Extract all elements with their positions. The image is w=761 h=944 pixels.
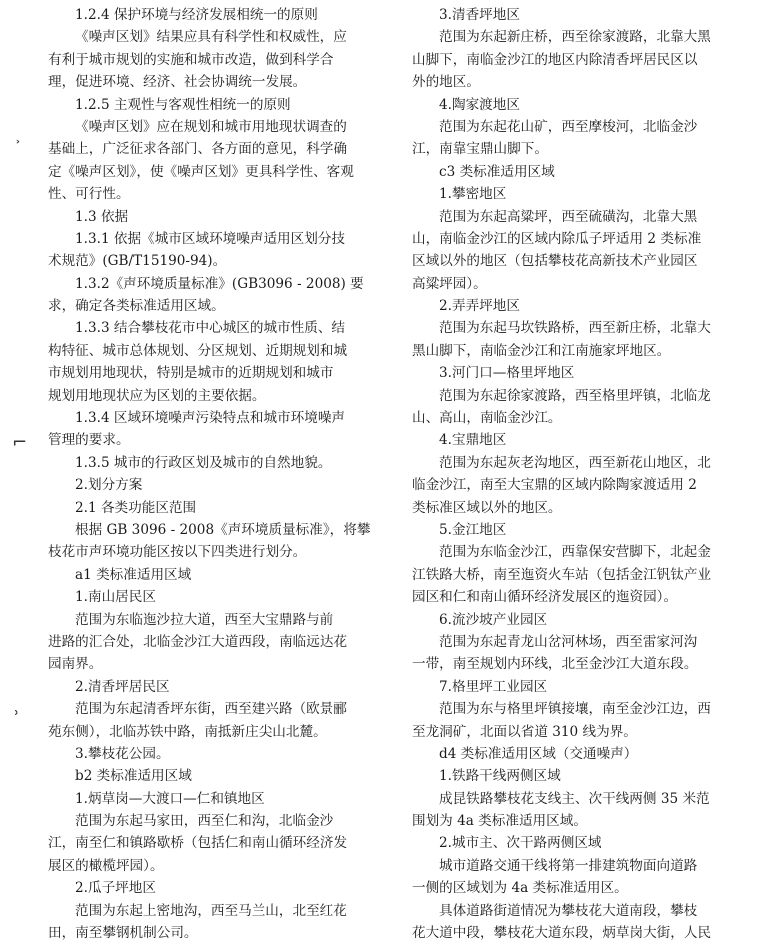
- text-line: 6.流沙坡产业园区: [439, 611, 548, 628]
- text-line: 范围为东起灰老沟地区，西至新花山地区，北: [439, 454, 711, 471]
- text-line: 园南界。: [48, 656, 103, 673]
- text-line: 枝花市声环境功能区按以下四类进行划分。: [48, 544, 307, 561]
- text-line: 构特征、城市总体规划、分区规划、近期规划和城: [48, 342, 348, 359]
- margin-mark-3: ʾ: [14, 708, 20, 729]
- text-line: 3.清香坪地区: [439, 7, 520, 23]
- text-line: 成昆铁路攀枝花支线主、次干线两侧 35 米范: [439, 790, 710, 807]
- text-line: 类标准区域以外的地区。: [412, 499, 562, 516]
- text-line: 黑山脚下，南临金沙江和江南施家坪地区。: [412, 342, 671, 359]
- text-line: 范围为东起花山矿，西至摩梭河，北临金沙: [439, 118, 698, 135]
- text-line: 术规范》(GB/T15190-94)。: [48, 253, 227, 270]
- text-line: b2 类标准适用区域: [75, 768, 192, 785]
- text-line: 4.宝鼎地区: [439, 432, 507, 449]
- text-line: 2.弄弄坪地区: [439, 298, 520, 315]
- text-line: 范围为东起青龙山岔河林场，西至雷家河沟: [439, 633, 698, 650]
- text-line: 1.2.4 保护环境与经济发展相统一的原则: [75, 7, 318, 23]
- text-line: 4.陶家渡地区: [439, 96, 520, 113]
- text-line: 1.攀密地区: [439, 186, 507, 203]
- text-line: 有利于城市规划的实施和城市改造，做到科学合: [48, 51, 334, 68]
- text-line: 1.3.3 结合攀枝花市中心城区的城市性质、结: [75, 320, 346, 337]
- text-line: 山脚下，南临金沙江的地区内除清香坪居民区以: [412, 51, 698, 68]
- text-line: 1.炳草岗—大渡口—仁和镇地区: [75, 790, 265, 807]
- text-line: 1.3 依据: [75, 208, 129, 225]
- text-line: 根据 GB 3096 - 2008《声环境质量标准》，将攀: [75, 521, 371, 538]
- text-line: 理，促进环境、经济、社会协调统一发展。: [48, 74, 307, 91]
- text-line: 范围为东起徐家渡路，西至格里坪镇，北临龙: [439, 387, 711, 404]
- text-line: 1.3.2《声环境质量标准》(GB3096 - 2008) 要: [75, 275, 364, 292]
- text-line: 山，南临金沙江的区域内除瓜子坪适用 2 类标准: [412, 230, 702, 247]
- text-line: 求，确定各类标准适用区域。: [48, 298, 225, 315]
- text-line: 范围为东起上密地沟，西至马兰山，北至红花: [75, 902, 347, 919]
- text-line: 围划为 4a 类标准适用区域。: [412, 813, 587, 830]
- text-line: 市规划用地现状，特别是城市的近期规划和城市: [48, 365, 334, 382]
- text-line: 范围为东与格里坪镇接壤，南至金沙江边，西: [439, 701, 711, 718]
- text-line: 性、可行性。: [48, 186, 130, 203]
- text-line: 进路的汇合处，北临金沙江大道西段，南临远达花: [48, 633, 348, 650]
- text-line: a1 类标准适用区域: [75, 566, 192, 583]
- text-line: 花大道中段，攀枝花大道东段，炳草岗大街，人民: [412, 925, 712, 942]
- text-line: 基础上，广泛征求各部门、各方面的意见，科学确: [48, 141, 348, 158]
- text-line: 一侧的区域划为 4a 类标准适用区。: [412, 880, 628, 897]
- text-line: 临金沙江，南至大宝鼎的区域内除陶家渡适用 2: [412, 477, 697, 494]
- text-line: 至龙洞矿，北面以省道 310 线为界。: [412, 723, 637, 740]
- text-line: 2.清香坪居民区: [75, 678, 170, 695]
- text-line: 苑东侧），北临苏铁中路，南抵新庄尖山北麓。: [48, 723, 327, 740]
- text-line: 展区的橄榄坪园）。: [48, 857, 164, 874]
- text-line: c3 类标准适用区域: [439, 163, 555, 180]
- text-line: 2.瓜子坪地区: [75, 880, 156, 897]
- text-line: 一带，南至规划内环线，北至金沙江大道东段。: [412, 656, 698, 673]
- text-line: 7.格里坪工业园区: [439, 678, 548, 695]
- text-line: 2.划分方案: [75, 477, 143, 494]
- text-line: 山、高山，南临金沙江。: [412, 410, 562, 427]
- right-text-column: [412, 4, 714, 944]
- text-line: 田，南至攀钢机制公司。: [48, 925, 198, 942]
- text-line: 定《噪声区划》，使《噪声区划》更具科学性、客观: [48, 163, 354, 180]
- text-line: 《噪声区划》结果应具有科学性和权威性，应: [75, 29, 347, 46]
- text-line: d4 类标准适用区域（交通噪声）: [439, 745, 638, 762]
- text-line: 范围为东临迤沙拉大道，西至大宝鼎路与前: [75, 611, 334, 628]
- text-line: 范围为东起新庄桥，西至徐家渡路，北靠大黑: [439, 29, 711, 46]
- text-line: 规划用地现状应为区划的主要依据。: [48, 387, 266, 404]
- text-line: 《噪声区划》应在规划和城市用地现状调查的: [75, 118, 347, 135]
- text-line: 江，南靠宝鼎山脚下。: [412, 141, 548, 158]
- text-line: 江，南至仁和镇路歇桥（包括仁和南山循环经济发: [48, 835, 348, 852]
- text-line: 范围为东起高粱坪，西至硫磺沟，北靠大黑: [439, 208, 698, 225]
- text-line: 1.3.4 区域环境噪声污染特点和城市环境噪声: [75, 410, 346, 427]
- text-line: 范围为东起马家田，西至仁和沟，北临金沙: [75, 813, 334, 830]
- text-line: 高粱坪园）。: [412, 275, 487, 292]
- text-line: 3.河门口—格里坪地区: [439, 365, 575, 382]
- text-line: 1.2.5 主观性与客观性相统一的原则: [75, 96, 291, 113]
- text-line: 1.3.1 依据《城市区域环境噪声适用区划分技: [75, 230, 346, 247]
- text-line: 范围为东起马坎铁路桥，西至新庄桥，北靠大: [439, 320, 711, 337]
- text-line: 5.金江地区: [439, 521, 507, 538]
- text-line: 2.城市主、次干路两侧区域: [439, 835, 602, 852]
- text-line: 1.铁路干线两侧区域: [439, 768, 561, 785]
- text-line: 范围为东起清香坪东街，西至建兴路（欧景郦: [75, 701, 347, 718]
- text-line: 区域以外的地区（包括攀枝花高新技术产业园区: [412, 253, 698, 270]
- left-text-column: [48, 4, 374, 944]
- text-line: 3.攀枝花公园。: [75, 745, 170, 762]
- text-line: 范围为东临金沙江，西靠保安营脚下，北起金: [439, 544, 711, 561]
- margin-mark-2: ⌐: [12, 432, 28, 453]
- text-line: 具体道路街道情况为攀枝花大道南段，攀枝: [439, 902, 698, 919]
- text-line: 1.3.5 城市的行政区划及城市的自然地貌。: [75, 454, 332, 471]
- text-line: 外的地区。: [412, 74, 480, 91]
- text-line: 园区和仁和南山循环经济发展区的迤资园）。: [412, 589, 678, 606]
- text-line: 2.1 各类功能区范围: [75, 499, 197, 516]
- text-line: 管理的要求。: [48, 432, 130, 449]
- text-line: 城市道路交通干线将第一排建筑物面向道路: [439, 857, 698, 874]
- text-line: 江铁路大桥，南至迤资火车站（包括金江钒钛产业: [412, 566, 712, 583]
- text-line: 1.南山居民区: [75, 589, 156, 606]
